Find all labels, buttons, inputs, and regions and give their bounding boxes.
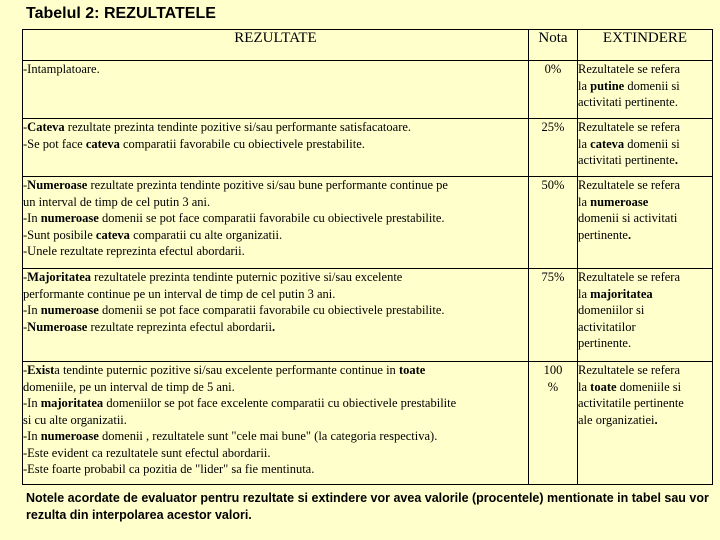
text-line: -Este evident ca rezultatele sunt efectul abordarii.: [23, 445, 271, 460]
bold-text: .: [271, 319, 276, 334]
text-line: -Sunt posibile cateva comparatii cu alte organizatii.: [23, 227, 283, 242]
bold-text: cateva: [95, 227, 130, 242]
text-line: Rezultatele se refera: [578, 178, 681, 192]
text-line: domeniile, pe un interval de timp de 5 ani.: [23, 379, 235, 394]
rezultate-cell: [23, 61, 529, 119]
text-line: la putine domenii si: [578, 78, 680, 93]
text-line: la majoritatea: [578, 286, 653, 301]
bold-text: majoritatea: [40, 396, 104, 410]
text-line: -Exista tendinte puternic pozitive si/sau excelente performante continue in toate: [23, 363, 426, 377]
bold-text: cateva: [85, 136, 120, 151]
bold-text: putine: [590, 78, 625, 93]
bold-text: Cateva: [27, 120, 65, 134]
results-table: [22, 29, 713, 485]
rezultate-cell: [23, 362, 529, 485]
nota-cell: 75%: [529, 269, 578, 362]
text-line: -In numeroase domenii se pot face comparatii favorabile cu obiectivele prestabilite.: [23, 211, 445, 225]
text-line: Rezultatele se refera: [578, 363, 681, 377]
text-line: Rezultatele se refera: [578, 62, 681, 76]
bold-text: Exist: [27, 363, 55, 377]
text-line: activitati pertinente.: [578, 153, 678, 167]
text-line: -Numeroase rezultate reprezinta efectul abordarii.: [23, 319, 276, 334]
header-rezultate: REZULTATE: [23, 30, 529, 61]
text-line: la cateva domenii si: [578, 136, 680, 151]
rezultate-cell: [23, 177, 529, 269]
text-line: -Majoritatea rezultatele prezinta tendinte puternic pozitive si/sau excelente: [23, 270, 403, 284]
text-line: la toate domeniile si: [578, 379, 682, 394]
text-line: activitatilor: [578, 319, 636, 334]
text-line: -In numeroase domenii , rezultatele sunt "cele mai bune" (la categoria respectiva).: [23, 429, 438, 443]
text-line: si cu alte organizatii.: [23, 412, 127, 427]
table-row: [23, 61, 713, 119]
text-line: pertinente.: [578, 336, 632, 350]
table-header-row: [23, 30, 713, 61]
text-line: activitatile pertinente: [578, 396, 684, 410]
rezultate-cell: [23, 119, 529, 177]
text-line: la numeroase: [578, 194, 649, 209]
text-line: Rezultatele se refera: [578, 270, 681, 284]
table-row: [23, 269, 713, 362]
text-line: -In majoritatea domeniilor se pot face excelente comparatii cu obiectivele prestabilite: [23, 396, 457, 410]
extindere-cell: [578, 119, 713, 177]
text-line: -Cateva rezultate prezinta tendinte pozitive si/sau performante satisfacatoare.: [23, 120, 412, 134]
text-line: Rezultatele se refera: [578, 120, 681, 134]
bold-text: numeroase: [40, 429, 99, 443]
bold-text: .: [654, 412, 658, 427]
bold-text: .: [674, 153, 678, 167]
text-line: domeniilor si: [578, 303, 645, 317]
bold-text: numeroase: [40, 211, 99, 225]
extindere-cell: [578, 362, 713, 485]
header-extindere: EXTINDERE: [578, 30, 713, 61]
extindere-cell: [578, 269, 713, 362]
bold-text: Majoritatea: [27, 270, 92, 284]
text-line: domenii si activitati: [578, 211, 678, 225]
table-row: [23, 119, 713, 177]
text-line: -Se pot face cateva comparatii favorabile cu obiectivele prestabilite.: [23, 136, 365, 151]
table-title: Tabelul 2: REZULTATELE: [26, 5, 216, 22]
text-line: ale organizatiei.: [578, 412, 658, 427]
text-line: pertinente.: [578, 227, 632, 242]
bold-text: toate: [590, 379, 617, 394]
bold-text: Numeroase: [27, 178, 88, 192]
extindere-cell: [578, 177, 713, 269]
text-line: -Intamplatoare.: [23, 62, 100, 76]
text-line: performante continue pe un interval de timp de cel putin 3 ani.: [23, 286, 336, 301]
text-line: -Unele rezultate reprezinta efectul abordarii.: [23, 244, 245, 258]
nota-cell: 50%: [529, 177, 578, 269]
bold-text: Numeroase: [27, 319, 88, 334]
bold-text: .: [627, 227, 632, 242]
text-line: -Este foarte probabil ca pozitia de "lider" sa fie mentinuta.: [23, 462, 315, 476]
text-line: -Numeroase rezultate prezinta tendinte pozitive si/sau bune performante continue pe: [23, 178, 448, 192]
nota-cell: 25%: [529, 119, 578, 177]
bold-text: toate: [398, 363, 426, 377]
table-row: [23, 177, 713, 269]
table-row: [23, 362, 713, 485]
bold-text: cateva: [590, 136, 625, 151]
extindere-cell: [578, 61, 713, 119]
rezultate-cell: [23, 269, 529, 362]
bold-text: majoritatea: [590, 286, 653, 301]
text-line: -In numeroase domenii se pot face comparatii favorabile cu obiectivele prestabilite.: [23, 303, 445, 317]
text-line: activitati pertinente.: [578, 95, 678, 109]
nota-cell: 100 %: [529, 362, 578, 485]
bold-text: numeroase: [590, 194, 649, 209]
nota-cell: 0%: [529, 61, 578, 119]
footer-note: Notele acordate de evaluator pentru rezultate si extindere vor avea valorile (procentele) mentionate in tabel sau vor rezulta din interpolarea acestor valori.: [26, 491, 709, 522]
text-line: un interval de timp de cel putin 3 ani.: [23, 194, 211, 209]
header-nota: Nota: [529, 30, 578, 61]
bold-text: numeroase: [40, 303, 99, 317]
